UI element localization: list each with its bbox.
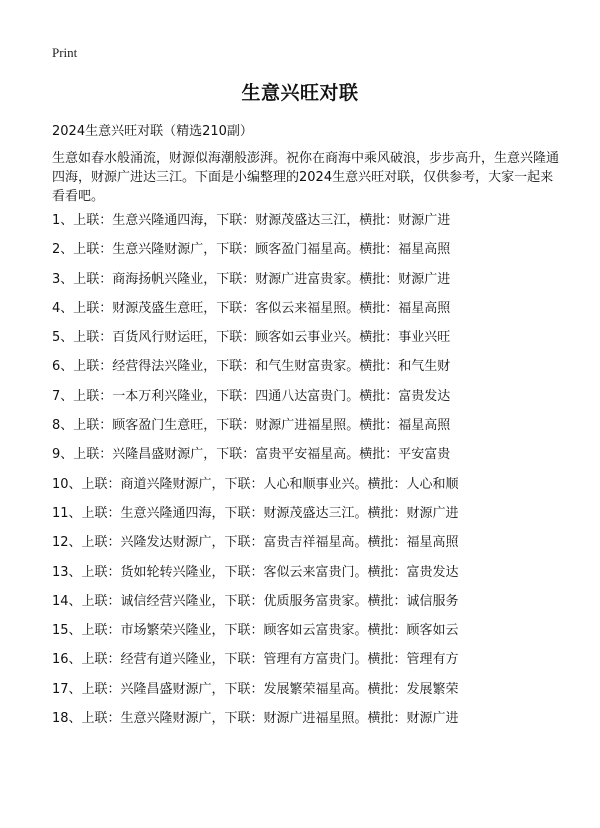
couplet-item: 11、上联：生意兴隆通四海，下联：财源茂盛达三江。横批：财源广进 (52, 505, 459, 521)
couplet-item: 14、上联：诚信经营兴隆业，下联：优质服务富贵家。横批：诚信服务 (52, 593, 459, 609)
couplet-item: 12、上联：兴隆发达财源广，下联：富贵吉祥福星高。横批：福星高照 (52, 535, 459, 551)
print-link[interactable]: Print (52, 45, 78, 60)
couplet-item: 2、上联：生意兴隆财源广，下联：顾客盈门福星高。横批：福星高照 (52, 242, 451, 258)
couplet-item: 16、上联：经营有道兴隆业，下联：管理有方富贵门。横批：管理有方 (52, 652, 459, 668)
couplet-item: 6、上联：经营得法兴隆业，下联：和气生财富贵家。横批：和气生财 (52, 359, 451, 375)
couplet-item: 18、上联：生意兴隆财源广，下联：财源广进福星照。横批：财源广进 (52, 711, 459, 727)
couplet-list (52, 212, 459, 739)
page-title: 生意兴旺对联 (241, 82, 359, 104)
couplet-item: 4、上联：财源茂盛生意旺，下联：客似云来福星照。横批：福星高照 (52, 300, 451, 316)
couplet-item: 13、上联：货如轮转兴隆业，下联：客似云来富贵门。横批：富贵发达 (52, 564, 459, 580)
subtitle: 2024生意兴旺对联（精选210副） (52, 124, 253, 139)
couplet-item: 9、上联：兴隆昌盛财源广，下联：富贵平安福星高。横批：平安富贵 (52, 447, 451, 463)
couplet-item: 7、上联：一本万利兴隆业，下联：四通八达富贵门。横批：富贵发达 (52, 388, 451, 404)
couplet-item: 15、上联：市场繁荣兴隆业，下联：顾客如云富贵家。横批：顾客如云 (52, 623, 459, 639)
couplet-item: 10、上联：商道兴隆财源广，下联：人心和顺事业兴。横批：人心和顺 (52, 476, 459, 492)
couplet-item: 8、上联：顾客盈门生意旺，下联：财源广进福星照。横批：福星高照 (52, 418, 451, 434)
couplet-item: 5、上联：百货风行财运旺，下联：顾客如云事业兴。横批：事业兴旺 (52, 330, 451, 346)
couplet-item: 3、上联：商海扬帆兴隆业，下联：财源广进富贵家。横批：财源广进 (52, 271, 451, 287)
couplet-item: 1、上联：生意兴隆通四海，下联：财源茂盛达三江，横批：财源广进 (52, 213, 451, 228)
intro-paragraph: 生意如春水般涌流，财源似海潮般澎湃。祝你在商海中乘风破浪，步步高升，生意兴隆通四海，财源广进达三江。下面是小编整理的2024生意兴旺对联，仅供参考，大家一起来看看吧。 (52, 151, 560, 204)
couplet-item: 17、上联：兴隆昌盛财源广，下联：发展繁荣福星高。横批：发展繁荣 (52, 681, 459, 697)
